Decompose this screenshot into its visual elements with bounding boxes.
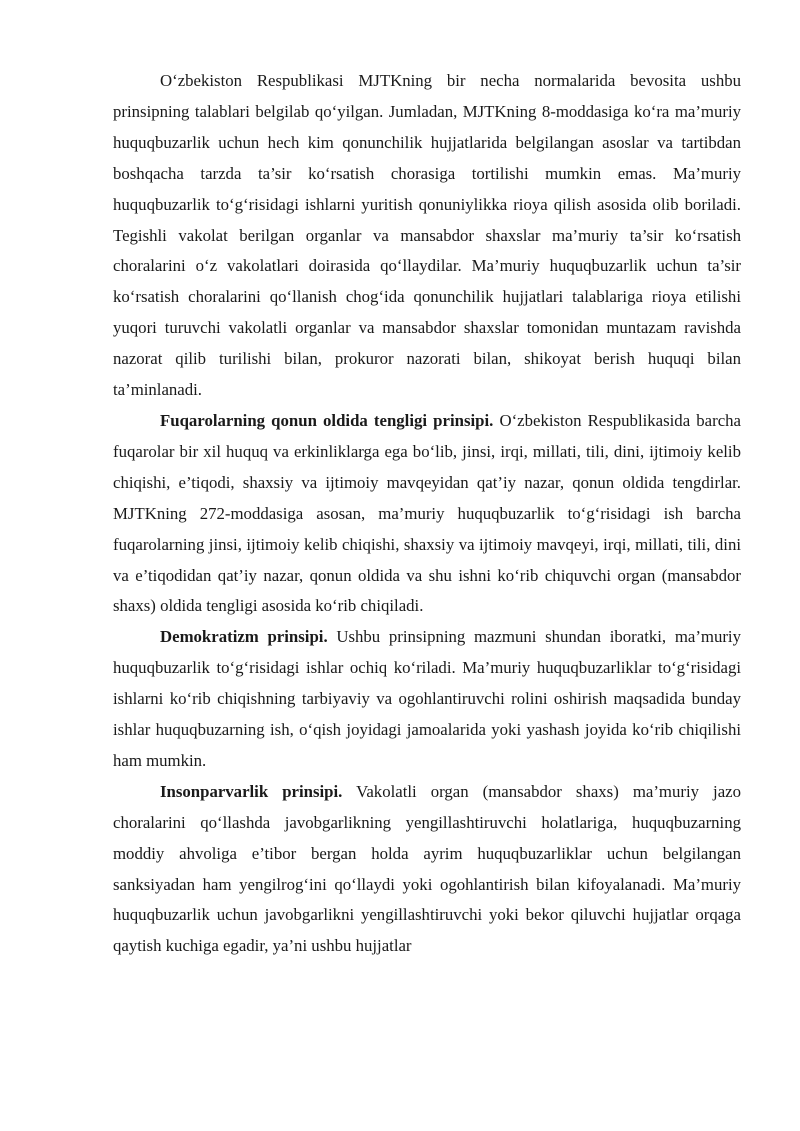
paragraph-text: Ushbu prinsipning mazmuni shundan iboratki, ma’muriy huquqbuzarlik to‘g‘risidagi ishlar ochiq ko‘riladi. Ma’muriy huquqbuzarliklar to‘g‘risidagi ishlarni ko‘rib chiqishning tarbiyaviy va ogohlantiruvchi rolini oshirish maqsadida bunday ishlar huquqbuzarning ish, o‘qish joyidagi jamoalarida yoki yashash joyida ko‘rib chiqilishi ham mumkin. [113,627,741,770]
paragraph-heading: Demokratizm prinsipi. [160,627,328,647]
paragraph-heading: Fuqarolarning qonun oldida tengligi prinsipi. [160,410,494,430]
paragraph-text: O‘zbekiston Respublikasi MJTKning bir necha normalarida bevosita ushbu prinsipning talablari belgilab qo‘yilgan. Jumladan, MJTKning 8-moddasiga ko‘ra ma’muriy huquqbuzarlik uchun hech kim qonunchilik hujjatlarida belgilangan asoslar va tartibdan boshqacha tarzda ta’sir ko‘rsatish chorasiga tortilishi mumkin emas. Ma’muriy huquqbuzarlik to‘g‘risidagi ishlarni yuritish qonuniylikka rioya qilish asosida olib boriladi. Tegishli vakolat berilgan organlar va mansabdor shaxslar ma’muriy ta’sir ko‘rsatish choralarini o‘z vakolatlari doirasida qo‘llaydilar. Ma’muriy huquqbuzarlik uchun ta’sir ko‘rsatish choralarini qo‘llanish chog‘ida qonunchilik hujjatlari talablariga rioya etilishi yuqori turuvchi vakolatli organlar va mansabdor shaxslar tomonidan muntazam ravishda nazorat qilib turilishi bilan, prokuror nazorati bilan, shikoyat berish huquqi bilan ta’minlanadi. [113,71,741,400]
document-page [113,66,741,962]
paragraph-text: Vakolatli organ (mansabdor shaxs) ma’muriy jazo choralarini qo‘llashda javobgarlikning yengillashtiruvchi holatlariga, huquqbuzarning moddiy ahvoliga e’tibor bergan holda ayrim huquqbuzarliklar uchun belgilangan sanksiyadan ham yengilrog‘ini qo‘llaydi yoki ogohlantirish bilan kifoyalanadi. Ma’muriy huquqbuzarlik uchun javobgarlikni yengillashtiruvchi yoki bekor qiluvchi hujjatlar orqaga qaytish kuchiga egadir, ya’ni ushbu hujjatlar [113,781,741,956]
paragraph-legality [113,66,741,406]
paragraph-heading: Insonparvarlik prinsipi. [160,781,343,801]
paragraph-text: O‘zbekiston Respublikasida barcha fuqarolar bir xil huquq va erkinliklarga ega bo‘lib, jinsi, irqi, millati, tili, dini, ijtimoiy kelib chiqishi, e’tiqodi, shaxsiy va ijtimoiy mavqeyidan qat’iy nazar, qonun oldida tengdirlar. MJTKning 272-moddasiga asosan, ma’muriy huquqbuzarlik to‘g‘risidagi ish barcha fuqarolarning jinsi, ijtimoiy kelib chiqishi, shaxsiy va ijtimoiy mavqeyi, irqi, millati, tili, dini va e’tiqodidan qat’iy nazar, qonun oldida va shu ishni ko‘rib chiquvchi organ (mansabdor shaxs) oldida tengligi asosida ko‘rib chiqiladi. [113,410,741,616]
paragraph-equality [113,406,741,622]
paragraph-democratism [113,622,741,777]
paragraph-humanism [113,777,741,962]
